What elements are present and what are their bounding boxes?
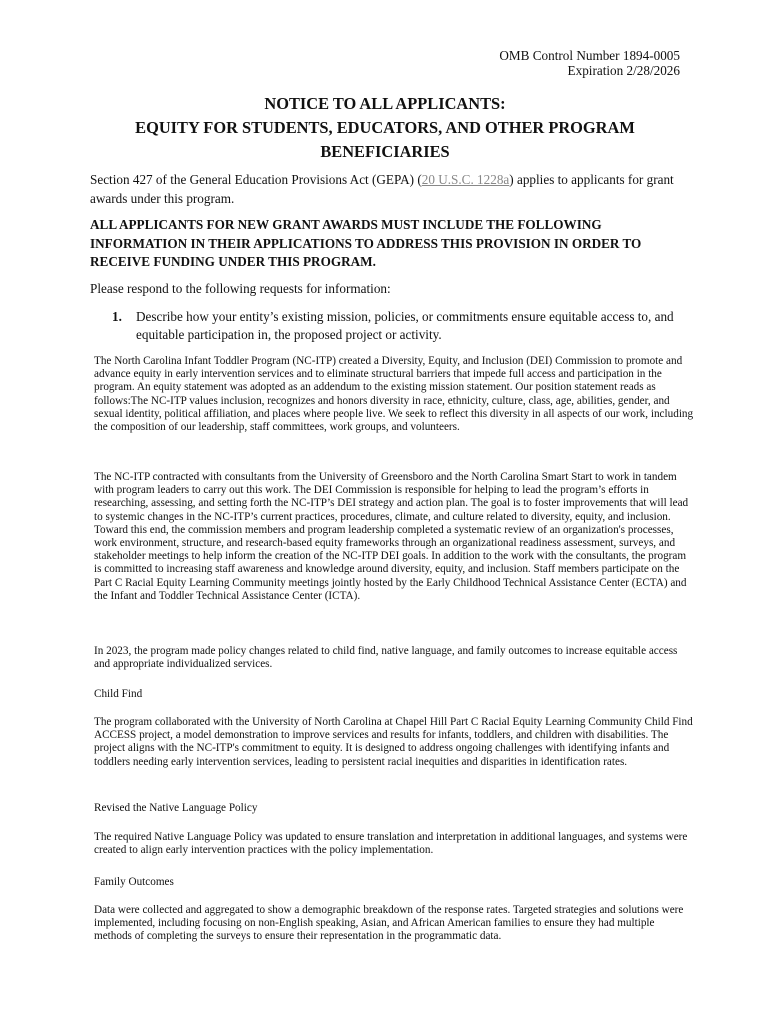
response-paragraph-policy-changes: In 2023, the program made policy changes related to child find, native language, and family outcomes to increase equitable access and appropriate individualized services. [94,645,678,671]
usc-citation-link[interactable]: 20 U.S.C. 1228a [421,172,510,187]
section-heading-child-find: Child Find [94,688,143,700]
intro-text-after: ) applies to applicants for grant awards under this program. [90,172,674,206]
response-paragraph-family-outcomes: Data were collected and aggregated to show a demographic breakdown of the response rates. Targeted strategies and solutions were implemented, including focusing on non-English speaking, Asian, and African American families to ensure they had multiple methods of completing the surveys to ensure their representation in the programmatic data. [94,904,684,943]
respond-prompt: Please respond to the following requests for information: [90,281,391,296]
intro-paragraph [90,170,690,208]
requirement-statement: ALL APPLICANTS FOR NEW GRANT AWARDS MUST INCLUDE THE FOLLOWING INFORMATION IN THEIR APPLICATIONS TO ADDRESS THIS PROVISION IN ORDER TO RECEIVE FUNDING UNDER THIS PROGRAM. [90,217,642,269]
title-line-2: EQUITY FOR STUDENTS, EDUCATORS, AND OTHER PROGRAM [135,118,635,137]
response-paragraph-mission: The North Carolina Infant Toddler Program (NC-ITP) created a Diversity, Equity, and Inclusion (DEI) Commission to promote and advance equity in early intervention services and to eliminate structural barriers that impede full access and participation in the program. An equity statement was adopted as an addendum to the existing mission statement. Our position statement reads as follows:The NC-ITP values inclusion, recognizes and honors diversity in race, ethnicity, culture, class, age, abilities, gender, and sexual identity, political affiliation, and places where people live. We seek to reflect this diversity in all aspects of our work, including the composition of our leadership, staff committees, work groups, and volunteers. [94,355,694,434]
question-text: Describe how your entity’s existing mission, policies, or commitments ensure equitable access to, and equitable participation in, the proposed project or activity. [136,309,674,342]
notice-title [90,92,680,164]
intro-text-before: Section 427 of the General Education Provisions Act (GEPA) ( [90,172,422,187]
section-heading-family-outcomes: Family Outcomes [94,876,174,888]
response-paragraph-child-find: The program collaborated with the University of North Carolina at Chapel Hill Part C Racial Equity Learning Community Child Find ACCESS project, a model demonstration to improve services and results for infants, toddlers, and children with disabilities. The project aligns with the NC-ITP's commitment to equity. It is designed to address ongoing challenges with identifying infants and toddlers needing early intervention services, leading to persistent racial inequities and disparities in identification rates. [94,716,693,768]
omb-control-number: OMB Control Number 1894-0005 [499,48,680,63]
question-item [112,308,687,344]
section-heading-native-language: Revised the Native Language Policy [94,802,258,814]
omb-control-block [499,48,680,78]
omb-expiration: Expiration 2/28/2026 [567,63,680,78]
response-paragraph-consultants: The NC-ITP contracted with consultants from the University of Greensboro and the North Carolina Smart Start to work in tandem with program leaders to carry out this work. The DEI Commission is responsible for helping to lead the program’s efforts in researching, assessing, and setting forth the NC-ITP’s DEI strategy and action plan. The goal is to foster improvements that will lead to systemic changes in the NC-ITP’s current practices, procedures, climate, and culture related to diversity, equity, and inclusion. Toward this end, the commission members and program leadership completed a systematic review of an organization's processes, work environment, structure, and research-based equity frameworks through an organizational readiness assessment, surveys, and stakeholder meetings to help inform the creation of the NC-ITP DEI goals. In addition to the work with the consultants, the program is committed to increasing staff awareness and knowledge around diversity, equity, and inclusion. Staff members participate on the Part C Racial Equity Learning Community meetings jointly hosted by the Early Childhood Technical Assistance Center (ECTA) and the Infant and Toddler Technical Assistance Center (ICTA). [94,471,689,602]
question-number: 1. [112,309,122,324]
title-line-1: NOTICE TO ALL APPLICANTS: [264,94,506,113]
response-paragraph-native-language: The required Native Language Policy was updated to ensure translation and interpretation in additional languages, and systems were created to align early intervention practices with the policy implementation. [94,831,688,857]
title-line-3: BENEFICIARIES [320,142,450,161]
